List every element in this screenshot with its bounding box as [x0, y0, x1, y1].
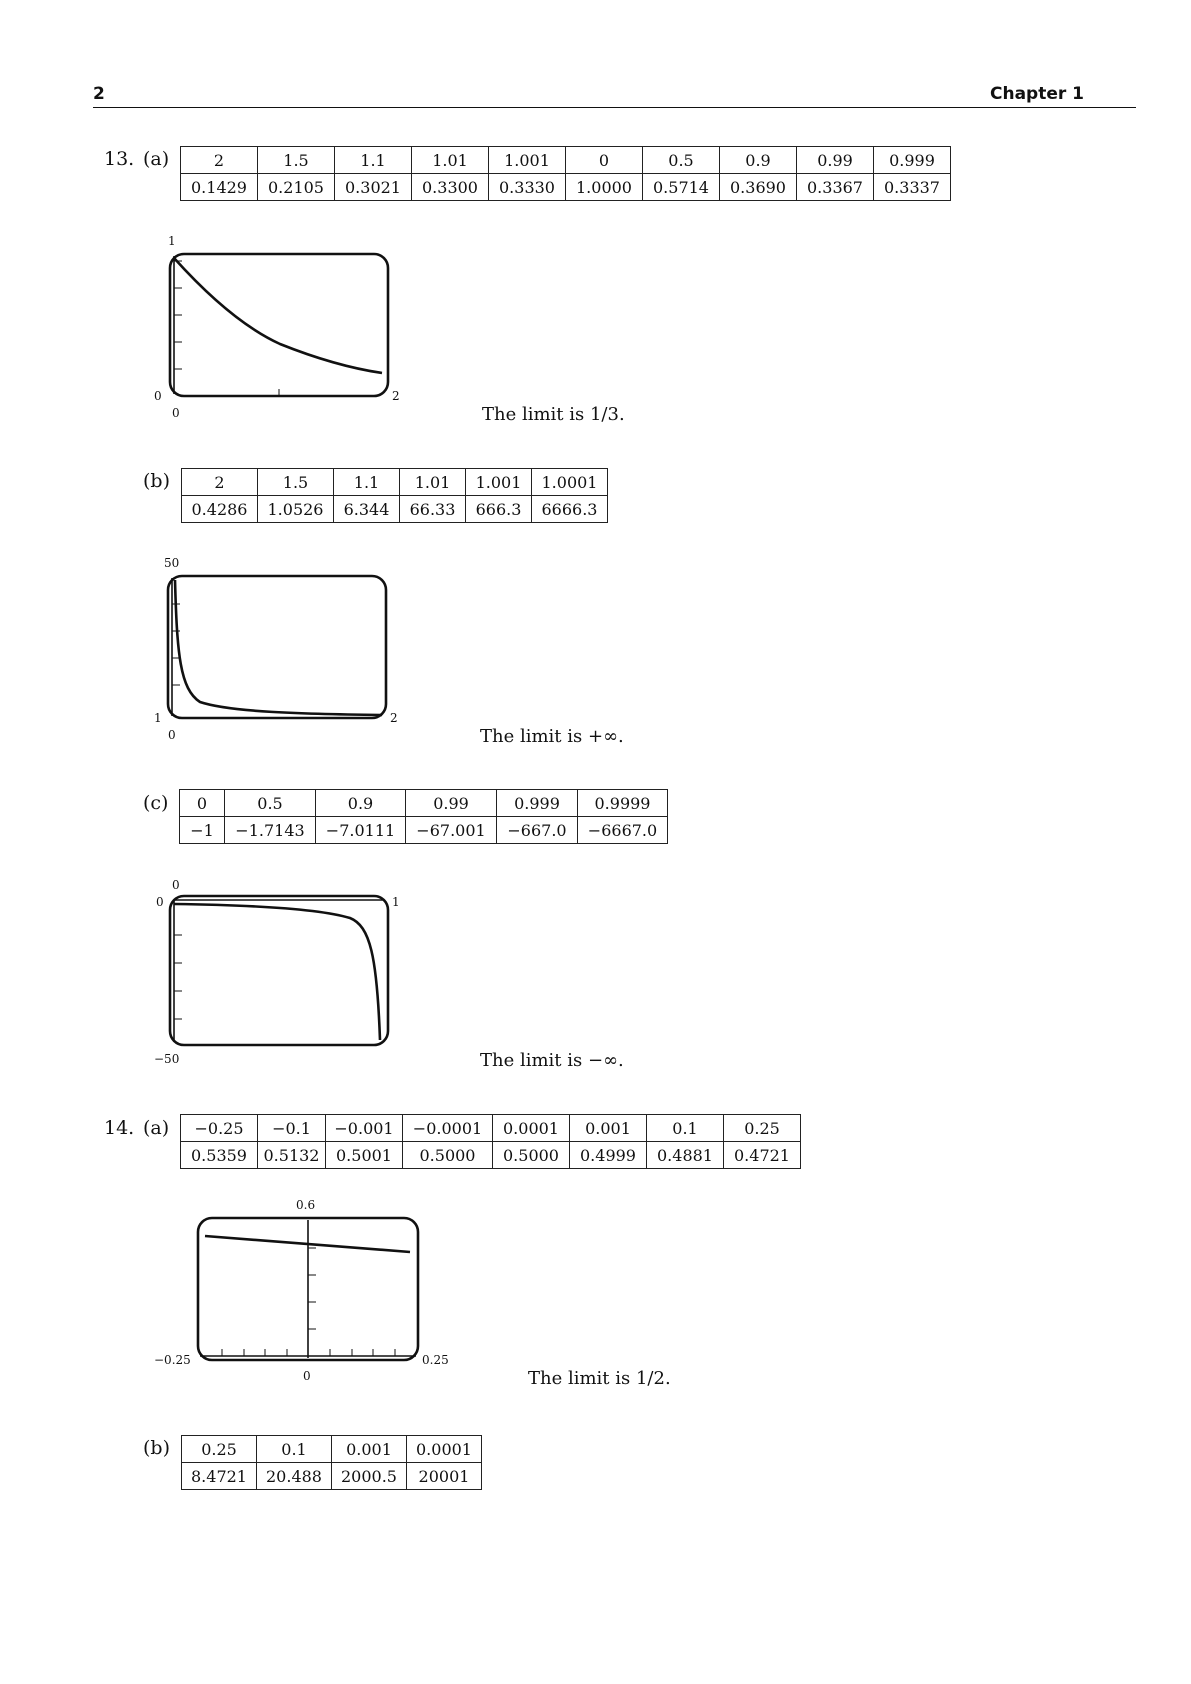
- table-cell: 1.01: [412, 147, 489, 174]
- table-cell: 1.0526: [258, 496, 334, 523]
- part-label-14b: (b): [143, 1437, 170, 1459]
- table-cell: 0.1: [257, 1436, 332, 1463]
- table-cell: 0.4999: [570, 1142, 647, 1169]
- table-cell: 6666.3: [532, 496, 608, 523]
- table-cell: −1.7143: [225, 817, 316, 844]
- table-cell: 0.5000: [493, 1142, 570, 1169]
- table-cell: 1.1: [334, 469, 400, 496]
- limit-text-13b: The limit is +∞.: [480, 726, 624, 747]
- x-min-label: 0: [168, 728, 176, 742]
- table-cell: −7.0111: [316, 817, 406, 844]
- x-max-label: 0.25: [422, 1353, 449, 1367]
- curve-13b: [175, 580, 382, 715]
- table-cell: 0.1: [647, 1115, 724, 1142]
- table-cell: 0.5132: [258, 1142, 326, 1169]
- table-row: [181, 147, 951, 174]
- part-label-13c: (c): [143, 792, 169, 814]
- table-cell: 1.5: [258, 469, 334, 496]
- table-cell: 20001: [407, 1463, 482, 1490]
- table-cell: 0.2105: [258, 174, 335, 201]
- table-cell: 1.0000: [566, 174, 643, 201]
- table-cell: 0.5: [643, 147, 720, 174]
- table-cell: −67.001: [406, 817, 497, 844]
- limit-text-13a: The limit is 1/3.: [482, 404, 625, 425]
- graph-13a: [150, 232, 410, 420]
- table-cell: 0.99: [406, 790, 497, 817]
- chapter-title: Chapter 1: [989, 84, 1084, 104]
- graph-13b: [150, 554, 410, 742]
- table-cell: 0.999: [874, 147, 951, 174]
- table-cell: 0.3330: [489, 174, 566, 201]
- table-cell: 1.01: [400, 469, 466, 496]
- x-mid-label: 0: [303, 1369, 311, 1383]
- table-cell: 0.25: [182, 1436, 257, 1463]
- table-cell: 0.5001: [326, 1142, 403, 1169]
- x-max-label: 2: [390, 711, 398, 725]
- table-cell: 0.5000: [403, 1142, 493, 1169]
- curve-13c: [174, 904, 380, 1040]
- table-row: [180, 817, 668, 844]
- table-cell: 0.5: [225, 790, 316, 817]
- table-cell: 0.4881: [647, 1142, 724, 1169]
- graph-13c: [150, 876, 410, 1066]
- table-cell: 1.5: [258, 147, 335, 174]
- table-row: [181, 174, 951, 201]
- table-cell: −0.0001: [403, 1115, 493, 1142]
- table-cell: 0.4286: [182, 496, 258, 523]
- x-max-label: 2: [392, 389, 400, 403]
- part-label-13b: (b): [143, 470, 170, 492]
- table-cell: 0.3021: [335, 174, 412, 201]
- table-cell: −0.25: [181, 1115, 258, 1142]
- table-cell: 1.1: [335, 147, 412, 174]
- table-cell: −667.0: [497, 817, 578, 844]
- table-cell: −1: [180, 817, 225, 844]
- table-cell: 0.3337: [874, 174, 951, 201]
- y-min-label: −50: [154, 1052, 180, 1066]
- y-min-label: 1: [154, 711, 162, 725]
- table-13c: [179, 789, 668, 844]
- table-cell: 0: [180, 790, 225, 817]
- table-cell: 0.9: [720, 147, 797, 174]
- table-cell: 2000.5: [332, 1463, 407, 1490]
- x-min-label: 0: [172, 406, 180, 420]
- table-cell: 0.3690: [720, 174, 797, 201]
- limit-text-14a: The limit is 1/2.: [528, 1368, 671, 1389]
- table-cell: 0.001: [332, 1436, 407, 1463]
- table-cell: 1.001: [466, 469, 532, 496]
- table-14a: [180, 1114, 801, 1169]
- header-rule: [93, 107, 1136, 108]
- table-14b: [181, 1435, 482, 1490]
- table-row: [180, 790, 668, 817]
- table-row: [182, 469, 608, 496]
- table-cell: 66.33: [400, 496, 466, 523]
- y-max-label: 0.6: [296, 1198, 316, 1212]
- calculator-window: [170, 254, 388, 396]
- page-number: 2: [93, 84, 105, 104]
- table-cell: −0.001: [326, 1115, 403, 1142]
- calculator-window: [170, 896, 388, 1045]
- table-row: [182, 1436, 482, 1463]
- table-cell: −0.1: [258, 1115, 326, 1142]
- table-row: [181, 1142, 801, 1169]
- table-13a: [180, 146, 951, 201]
- x-max-label: 1: [392, 895, 400, 909]
- table-cell: 1.001: [489, 147, 566, 174]
- table-cell: 0.9: [316, 790, 406, 817]
- table-13b: [181, 468, 608, 523]
- table-cell: 20.488: [257, 1463, 332, 1490]
- y-min-label: 0: [154, 389, 162, 403]
- table-cell: 0.3300: [412, 174, 489, 201]
- table-cell: 8.4721: [182, 1463, 257, 1490]
- y-max-label: 0: [156, 895, 164, 909]
- table-cell: 0: [566, 147, 643, 174]
- problem-14-number: 14.: [104, 1117, 135, 1139]
- table-cell: 2: [182, 469, 258, 496]
- part-label-14a: (a): [143, 1117, 170, 1139]
- limit-text-13c: The limit is −∞.: [480, 1050, 624, 1071]
- graph-14a: [150, 1196, 460, 1383]
- x-min-label: 0: [172, 878, 180, 892]
- table-cell: 0.25: [724, 1115, 801, 1142]
- table-cell: 6.344: [334, 496, 400, 523]
- table-cell: −6667.0: [578, 817, 668, 844]
- table-cell: 0.99: [797, 147, 874, 174]
- curve-13a: [174, 258, 382, 373]
- table-cell: 2: [181, 147, 258, 174]
- table-cell: 0.999: [497, 790, 578, 817]
- x-min-label: −0.25: [154, 1353, 191, 1367]
- calculator-window: [168, 576, 386, 718]
- table-cell: 0.5359: [181, 1142, 258, 1169]
- table-cell: 0.1429: [181, 174, 258, 201]
- table-cell: 1.0001: [532, 469, 608, 496]
- y-max-label: 1: [168, 234, 176, 248]
- table-cell: 0.001: [570, 1115, 647, 1142]
- problem-13-number: 13.: [104, 148, 135, 170]
- table-row: [181, 1115, 801, 1142]
- part-label-13a: (a): [143, 148, 170, 170]
- table-row: [182, 496, 608, 523]
- table-row: [182, 1463, 482, 1490]
- table-cell: 0.5714: [643, 174, 720, 201]
- table-cell: 666.3: [466, 496, 532, 523]
- table-cell: 0.0001: [493, 1115, 570, 1142]
- table-cell: 0.4721: [724, 1142, 801, 1169]
- table-cell: 0.9999: [578, 790, 668, 817]
- table-cell: 0.0001: [407, 1436, 482, 1463]
- y-max-label: 50: [164, 556, 180, 570]
- table-cell: 0.3367: [797, 174, 874, 201]
